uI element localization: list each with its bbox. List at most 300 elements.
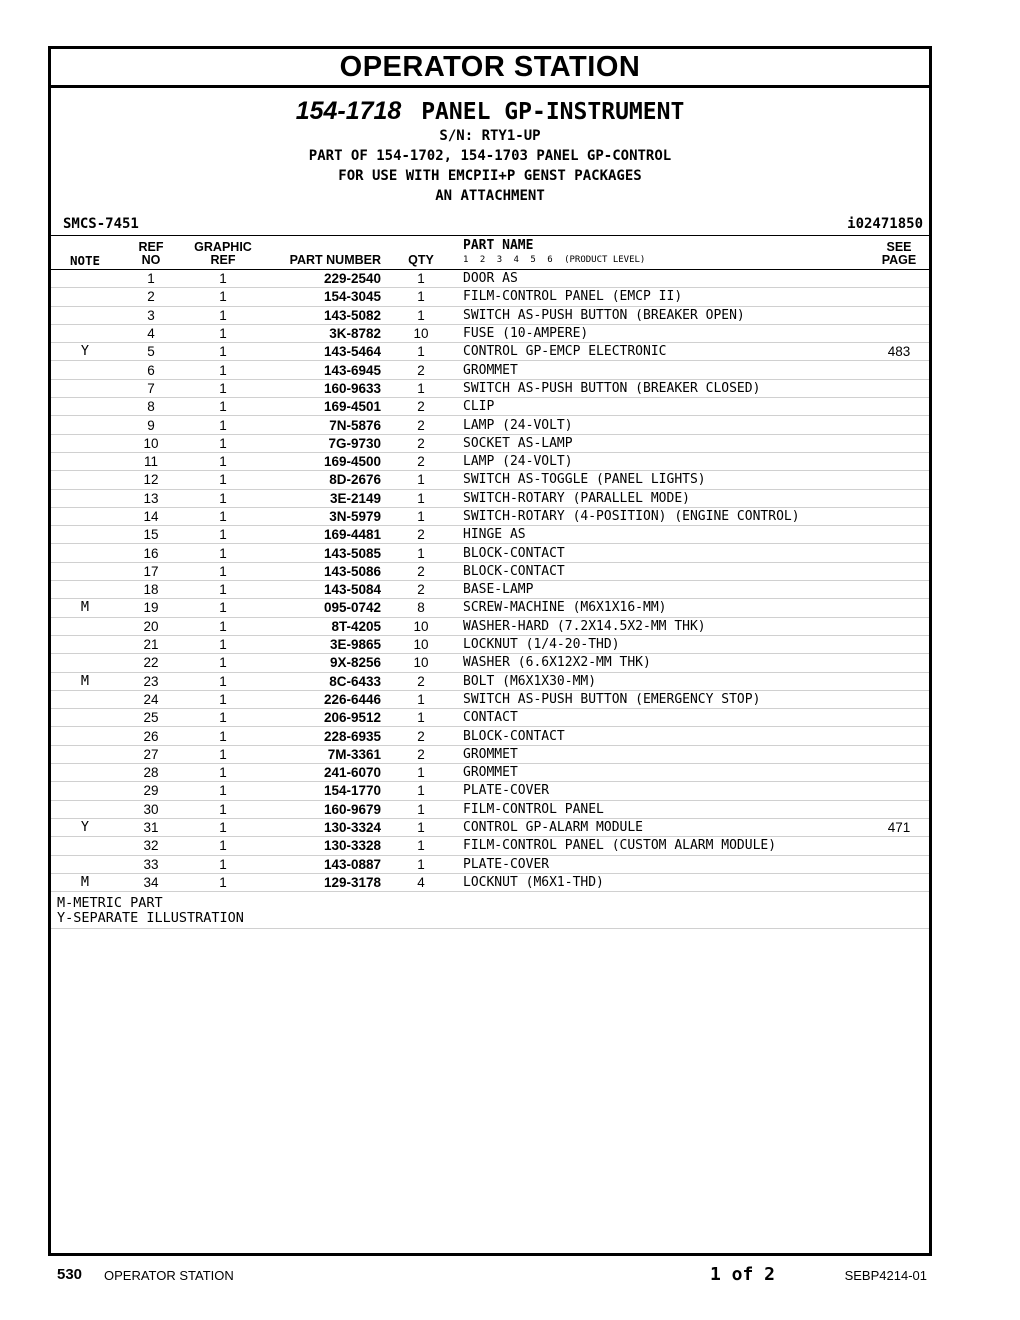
table-row [51,416,929,434]
part-name-cell: SWITCH-ROTARY (4-POSITION) (ENGINE CONTROL) [461,507,869,525]
ref-no-cell: 5 [119,343,183,361]
part-number-cell: 129-3178 [263,873,381,891]
see-page-cell [869,745,929,763]
part-name-cell: DOOR AS [461,270,869,288]
see-page-cell [869,398,929,416]
graphic-ref-cell: 1 [183,599,263,617]
table-row [51,837,929,855]
graphic-ref-cell: 1 [183,270,263,288]
part-name-cell: SWITCH AS-TOGGLE (PANEL LIGHTS) [461,471,869,489]
part-number-cell: 154-1770 [263,782,381,800]
ref-no-cell: 33 [119,855,183,873]
note-cell [51,745,119,763]
part-name-cell: PLATE-COVER [461,782,869,800]
part-name-cell: SWITCH-ROTARY (PARALLEL MODE) [461,489,869,507]
graphic-ref-cell: 1 [183,745,263,763]
table-row [51,709,929,727]
ref-no-cell: 1 [119,270,183,288]
note-cell [51,709,119,727]
qty-cell: 2 [381,745,461,763]
qty-cell: 2 [381,416,461,434]
part-name-cell: SCREW-MACHINE (M6X1X16-MM) [461,599,869,617]
see-page-cell [869,782,929,800]
part-name-cell: BLOCK-CONTACT [461,727,869,745]
ref-no-cell: 10 [119,434,183,452]
part-name-cell: BLOCK-CONTACT [461,544,869,562]
table-row [51,324,929,342]
graphic-ref-cell: 1 [183,452,263,470]
graphic-ref-cell: 1 [183,617,263,635]
see-page-cell [869,489,929,507]
ref-no-cell: 28 [119,764,183,782]
note-cell [51,837,119,855]
part-name-cell: SWITCH AS-PUSH BUTTON (EMERGENCY STOP) [461,690,869,708]
note-cell [51,489,119,507]
note-cell [51,690,119,708]
ref-no-cell: 7 [119,379,183,397]
table-row [51,654,929,672]
part-number-cell: 3N-5979 [263,507,381,525]
footer-section: OPERATOR STATION [104,1268,234,1283]
part-name-cell: GROMMET [461,361,869,379]
part-number-cell: 229-2540 [263,270,381,288]
graphic-ref-cell: 1 [183,818,263,836]
col-part-number: PART NUMBER [289,253,381,267]
see-page-cell [869,507,929,525]
table-row [51,635,929,653]
ref-no-cell: 29 [119,782,183,800]
note-cell: Y [51,343,119,361]
graphic-ref-cell: 1 [183,544,263,562]
graphic-ref-cell: 1 [183,873,263,891]
graphic-ref-cell: 1 [183,654,263,672]
part-name-cell: HINGE AS [461,526,869,544]
ref-no-cell: 30 [119,800,183,818]
see-page-cell [869,800,929,818]
page-of: 1 of 2 [710,1264,776,1285]
part-name-cell: WASHER (6.6X12X2-MM THK) [461,654,869,672]
ref-no-cell: 16 [119,544,183,562]
note-cell [51,324,119,342]
table-row [51,745,929,763]
see-page-cell: 471 [869,818,929,836]
graphic-ref-cell: 1 [183,727,263,745]
part-number-cell: 169-4501 [263,398,381,416]
qty-cell: 10 [381,617,461,635]
ref-no-cell: 12 [119,471,183,489]
part-name-cell: FILM-CONTROL PANEL [461,800,869,818]
parts-table-body [51,270,929,892]
part-number-cell: 130-3328 [263,837,381,855]
part-number-cell: 3E-2149 [263,489,381,507]
table-row [51,782,929,800]
graphic-ref-cell: 1 [183,324,263,342]
ref-no-cell: 22 [119,654,183,672]
page-number: 530 [57,1266,83,1283]
note-cell [51,379,119,397]
ref-no-cell: 19 [119,599,183,617]
see-page-cell [869,361,929,379]
graphic-ref-cell: 1 [183,489,263,507]
table-row [51,343,929,361]
ref-no-cell: 17 [119,562,183,580]
graphic-ref-cell: 1 [183,837,263,855]
product-level-scale: 1 2 3 4 5 6 (PRODUCT LEVEL) [463,255,646,265]
part-name-cell: SOCKET AS-LAMP [461,434,869,452]
see-page-cell [869,837,929,855]
qty-cell: 10 [381,635,461,653]
see-page-cell [869,306,929,324]
ref-no-cell: 26 [119,727,183,745]
graphic-ref-cell: 1 [183,764,263,782]
table-row [51,361,929,379]
ref-no-cell: 23 [119,672,183,690]
table-row [51,562,929,580]
table-row [51,672,929,690]
col-part-name: PART NAME 1 2 3 4 5 6 (PRODUCT LEVEL) [461,236,869,270]
part-number-cell: 8T-4205 [263,617,381,635]
see-page-cell [869,544,929,562]
part-number-cell: 169-4481 [263,526,381,544]
qty-cell: 2 [381,398,461,416]
qty-cell: 1 [381,544,461,562]
part-name-cell: GROMMET [461,764,869,782]
part-number-cell: 143-5086 [263,562,381,580]
table-row [51,270,929,288]
table-row [51,873,929,891]
note-cell [51,635,119,653]
qty-cell: 8 [381,599,461,617]
qty-cell: 1 [381,288,461,306]
ref-no-cell: 21 [119,635,183,653]
header-part-number: 154-1718 [295,97,402,125]
graphic-ref-cell: 1 [183,379,263,397]
part-number-cell: 169-4500 [263,452,381,470]
note-metric: M-METRIC PART [57,895,163,912]
qty-cell: 1 [381,764,461,782]
part-name-cell: CONTACT [461,709,869,727]
part-number-cell: 143-5085 [263,544,381,562]
graphic-ref-cell: 1 [183,306,263,324]
qty-cell: 1 [381,800,461,818]
qty-cell: 1 [381,855,461,873]
note-cell [51,544,119,562]
graphic-ref-cell: 1 [183,800,263,818]
table-row [51,398,929,416]
table-row [51,581,929,599]
see-page-cell [869,617,929,635]
col-note: NOTE [69,253,101,268]
part-number-cell: 154-3045 [263,288,381,306]
table-row [51,818,929,836]
ref-no-cell: 31 [119,818,183,836]
note-separate-illustration: Y-SEPARATE ILLUSTRATION [57,910,244,927]
part-name-cell: BASE-LAMP [461,581,869,599]
table-row [51,727,929,745]
note-cell [51,270,119,288]
qty-cell: 1 [381,489,461,507]
qty-cell: 2 [381,727,461,745]
ref-no-cell: 2 [119,288,183,306]
ref-no-cell: 4 [119,324,183,342]
meta-row [51,215,929,236]
qty-cell: 1 [381,507,461,525]
part-name-cell: CLIP [461,398,869,416]
part-name-cell: FILM-CONTROL PANEL (CUSTOM ALARM MODULE) [461,837,869,855]
graphic-ref-cell: 1 [183,343,263,361]
part-number-cell: 228-6935 [263,727,381,745]
graphic-ref-cell: 1 [183,416,263,434]
part-number-cell: 160-9633 [263,379,381,397]
ref-no-cell: 15 [119,526,183,544]
part-number-cell: 3K-8782 [263,324,381,342]
table-row [51,452,929,470]
table-row [51,800,929,818]
part-number-cell: 143-5082 [263,306,381,324]
graphic-ref-cell: 1 [183,562,263,580]
ref-no-cell: 6 [119,361,183,379]
graphic-ref-cell: 1 [183,709,263,727]
qty-cell: 10 [381,654,461,672]
col-see-page: SEE PAGE [881,240,917,267]
qty-cell: 1 [381,270,461,288]
see-page-cell [869,855,929,873]
ref-no-cell: 8 [119,398,183,416]
section-title: OPERATOR STATION [51,49,929,88]
see-page-cell [869,873,929,891]
part-number-cell: 7G-9730 [263,434,381,452]
table-header-row [51,236,929,270]
part-name-cell: LOCKNUT (1/4-20-THD) [461,635,869,653]
table-row [51,599,929,617]
note-cell [51,581,119,599]
qty-cell: 2 [381,361,461,379]
qty-cell: 1 [381,379,461,397]
header-part-name: PANEL GP-INSTRUMENT [421,99,685,125]
note-cell [51,654,119,672]
use-with-line: FOR USE WITH EMCPII+P GENST PACKAGES [338,168,642,184]
note-cell: M [51,599,119,617]
part-name-cell: PLATE-COVER [461,855,869,873]
part-name-cell: LAMP (24-VOLT) [461,452,869,470]
see-page-cell [869,690,929,708]
note-cell [51,800,119,818]
table-row [51,507,929,525]
note-cell [51,398,119,416]
part-name-cell: LAMP (24-VOLT) [461,416,869,434]
part-of-line: PART OF 154-1702, 154-1703 PANEL GP-CONTROL [308,148,672,164]
ref-no-cell: 13 [119,489,183,507]
table-row [51,617,929,635]
see-page-cell [869,452,929,470]
part-number-cell: 226-6446 [263,690,381,708]
graphic-ref-cell: 1 [183,398,263,416]
qty-cell: 2 [381,434,461,452]
part-name-cell: WASHER-HARD (7.2X14.5X2-MM THK) [461,617,869,635]
note-cell [51,361,119,379]
graphic-ref-cell: 1 [183,434,263,452]
qty-cell: 2 [381,672,461,690]
see-page-cell [869,379,929,397]
ref-no-cell: 20 [119,617,183,635]
part-number-cell: 206-9512 [263,709,381,727]
table-row [51,288,929,306]
graphic-ref-cell: 1 [183,507,263,525]
see-page-cell [869,562,929,580]
note-cell [51,727,119,745]
part-name-cell: LOCKNUT (M6X1-THD) [461,873,869,891]
part-title [51,97,929,126]
qty-cell: 1 [381,690,461,708]
graphic-ref-cell: 1 [183,288,263,306]
note-cell [51,452,119,470]
part-number-cell: 143-6945 [263,361,381,379]
doc-number: SEBP4214-01 [844,1268,927,1283]
graphic-ref-cell: 1 [183,672,263,690]
page-footer [57,1264,927,1288]
qty-cell: 1 [381,343,461,361]
col-ref-no: REF NO [138,240,164,267]
note-cell [51,764,119,782]
note-cell: Y [51,818,119,836]
graphic-ref-cell: 1 [183,361,263,379]
table-row [51,489,929,507]
see-page-cell [869,270,929,288]
table-row [51,306,929,324]
note-cell [51,855,119,873]
part-number-cell: 160-9679 [263,800,381,818]
table-row [51,471,929,489]
ref-no-cell: 24 [119,690,183,708]
table-row [51,379,929,397]
see-page-cell [869,288,929,306]
part-name-cell: SWITCH AS-PUSH BUTTON (BREAKER OPEN) [461,306,869,324]
table-row [51,855,929,873]
part-number-cell: 8C-6433 [263,672,381,690]
qty-cell: 2 [381,562,461,580]
qty-cell: 4 [381,873,461,891]
see-page-cell [869,416,929,434]
table-row [51,434,929,452]
graphic-ref-cell: 1 [183,690,263,708]
part-name-cell: FILM-CONTROL PANEL (EMCP II) [461,288,869,306]
part-name-cell: SWITCH AS-PUSH BUTTON (BREAKER CLOSED) [461,379,869,397]
qty-cell: 2 [381,452,461,470]
part-name-cell: BOLT (M6X1X30-MM) [461,672,869,690]
ref-no-cell: 14 [119,507,183,525]
see-page-cell [869,635,929,653]
illustration-id: i02471850 [847,216,923,232]
ref-no-cell: 27 [119,745,183,763]
see-page-cell [869,709,929,727]
see-page-cell [869,434,929,452]
note-cell [51,416,119,434]
table-row [51,764,929,782]
note-cell [51,526,119,544]
note-cell [51,288,119,306]
note-cell [51,434,119,452]
part-name-cell: FUSE (10-AMPERE) [461,324,869,342]
qty-cell: 10 [381,324,461,342]
qty-cell: 1 [381,709,461,727]
parts-table [51,236,929,892]
part-number-cell: 7N-5876 [263,416,381,434]
smcs-code: SMCS-7451 [63,216,139,232]
note-cell: M [51,672,119,690]
part-number-cell: 143-5084 [263,581,381,599]
graphic-ref-cell: 1 [183,855,263,873]
see-page-cell [869,581,929,599]
note-cell [51,306,119,324]
ref-no-cell: 3 [119,306,183,324]
table-row [51,690,929,708]
part-name-cell: GROMMET [461,745,869,763]
part-number-cell: 7M-3361 [263,745,381,763]
part-number-cell: 3E-9865 [263,635,381,653]
part-number-cell: 095-0742 [263,599,381,617]
table-row [51,526,929,544]
see-page-cell [869,654,929,672]
note-cell [51,782,119,800]
see-page-cell [869,727,929,745]
col-qty: QTY [408,253,434,267]
graphic-ref-cell: 1 [183,635,263,653]
see-page-cell [869,599,929,617]
note-cell [51,562,119,580]
ref-no-cell: 25 [119,709,183,727]
see-page-cell [869,324,929,342]
part-number-cell: 9X-8256 [263,654,381,672]
serial-range: S/N: RTY1-UP [439,128,541,144]
part-name-cell: CONTROL GP-ALARM MODULE [461,818,869,836]
qty-cell: 2 [381,581,461,599]
see-page-cell: 483 [869,343,929,361]
note-cell [51,617,119,635]
see-page-cell [869,764,929,782]
part-name-cell: BLOCK-CONTACT [461,562,869,580]
see-page-cell [869,526,929,544]
qty-cell: 2 [381,526,461,544]
note-cell: M [51,873,119,891]
part-number-cell: 143-0887 [263,855,381,873]
parts-page-frame [48,46,932,1256]
ref-no-cell: 32 [119,837,183,855]
note-cell [51,507,119,525]
graphic-ref-cell: 1 [183,581,263,599]
ref-no-cell: 34 [119,873,183,891]
legend-notes [51,892,929,929]
qty-cell: 1 [381,471,461,489]
part-header [51,97,929,206]
part-number-cell: 241-6070 [263,764,381,782]
part-name-cell: CONTROL GP-EMCP ELECTRONIC [461,343,869,361]
note-cell [51,471,119,489]
qty-cell: 1 [381,782,461,800]
ref-no-cell: 9 [119,416,183,434]
qty-cell: 1 [381,818,461,836]
graphic-ref-cell: 1 [183,471,263,489]
part-number-cell: 8D-2676 [263,471,381,489]
ref-no-cell: 11 [119,452,183,470]
graphic-ref-cell: 1 [183,782,263,800]
graphic-ref-cell: 1 [183,526,263,544]
table-row [51,544,929,562]
see-page-cell [869,471,929,489]
col-graphic-ref: GRAPHIC REF [194,240,252,267]
see-page-cell [869,672,929,690]
qty-cell: 1 [381,306,461,324]
attachment-line: AN ATTACHMENT [435,188,545,204]
